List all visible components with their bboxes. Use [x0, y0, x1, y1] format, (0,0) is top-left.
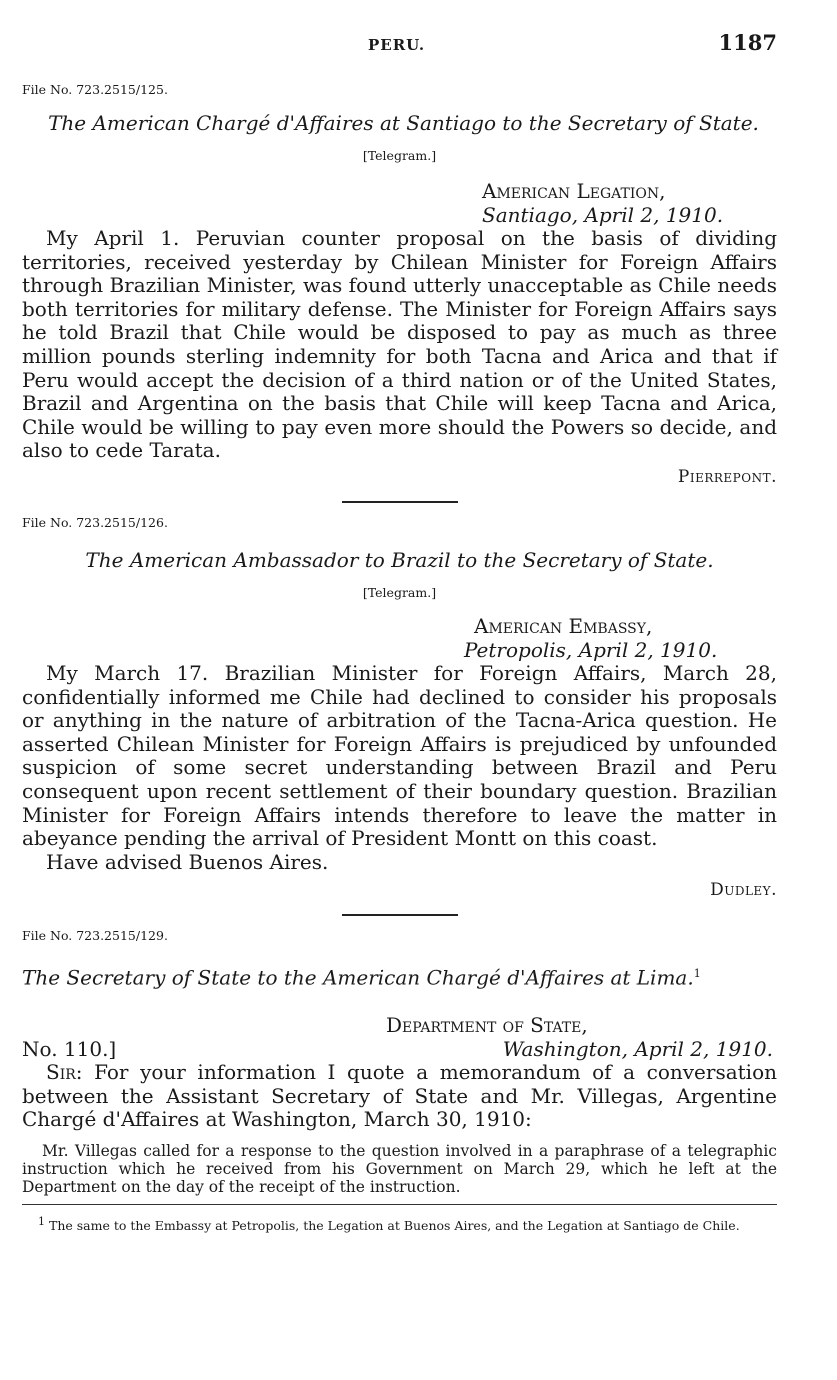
file-number: File No. 723.2515/129.	[22, 928, 168, 944]
sender-office: American Embassy,	[474, 613, 653, 638]
section-divider	[342, 501, 458, 503]
document-section-2	[22, 515, 777, 916]
telegram-label: [Telegram.]	[362, 584, 437, 600]
body-text: My April 1. Peruvian counter proposal on the basis of dividing territories, received yesterday by Chilean Minister for Foreign Affairs through Brazilian Minister, was found utterly unacceptable as Chile needs both territories for military defense. The Minister for Foreign Affairs says he told Brazil that Chile would be disposed to pay as much as three million pounds sterling indemnity for both Tacna and Arica and that if Peru would accept the decision of a third nation or of the United States, Brazil and Argentina on the basis that Chile will keep Tacna and Arica, Chile would be willing to pay even more should the Powers so decide, and also to cede Tarata.	[22, 226, 777, 463]
heading-text: The Secretary of State to the American Chargé d'Affaires at Lima.	[22, 965, 694, 990]
file-number: File No. 723.2515/125.	[22, 82, 168, 97]
salutation: Sir:	[46, 1059, 83, 1084]
body-text: My March 17. Brazilian Minister for Foreign Affairs, March 28, confidentially informed me Chile had declined to consider his proposals or anything in the nature of arbitration of the Tacna-Arica question. He asserted Chilean Minister for Foreign Affairs is prejudiced by unfounded suspicion of some secret understanding between Brazil and Peru consequent upon recent settlement of their boundary question. Brazilian Minister for Foreign Affairs intends therefore to leave the matter in abeyance pending the arrival of President Montt on this coast.	[22, 660, 777, 851]
body-text-2: Have advised Buenos Aires.	[46, 849, 329, 874]
footnote-reference: 1	[693, 967, 701, 981]
sender-address	[22, 1013, 777, 1061]
document-section-3	[22, 928, 777, 1195]
document-section-1	[22, 82, 777, 503]
document-heading	[22, 961, 777, 991]
place-date: Washington, April 2, 1910.	[502, 1036, 773, 1061]
footnote-text: The same to the Embassy at Petropolis, the Legation at Buenos Aires, and the Legation at Santiago de Chile.	[48, 1217, 740, 1233]
document-page	[22, 30, 777, 1233]
page-number: 1187	[718, 30, 777, 55]
document-heading: The American Chargé d'Affaires at Santiago to the Secretary of State.	[48, 111, 759, 135]
sender-office: Department of State,	[386, 1012, 588, 1037]
place-date: Petropolis, April 2, 1910.	[464, 637, 718, 662]
sender-office: American Legation,	[482, 179, 666, 203]
file-number: File No. 723.2515/126.	[22, 514, 168, 530]
place-date: Santiago, April 2, 1910.	[482, 203, 724, 227]
despatch-number: No. 110.]	[22, 1036, 117, 1061]
footnote-divider	[22, 1204, 777, 1205]
signature: Pierrepont.	[677, 466, 777, 487]
signature: Dudley.	[710, 880, 777, 901]
sender-address	[482, 179, 777, 227]
running-title: PERU.	[368, 36, 426, 54]
running-header	[22, 30, 777, 60]
body-text	[22, 1061, 777, 1132]
body-content: For your information I quote a memorandum of a conversation between the Assistant Secretary of State and Mr. Villegas, Argentine Chargé d'Affaires at Washington, March 30, 1910:	[22, 1059, 777, 1132]
footnote	[22, 1215, 777, 1233]
memorandum-text: Mr. Villegas called for a response to the question involved in a paraphrase of a telegraphic instruction which he received from his Government on March 29, which he left at the Department on the day of the receipt of the instruction.	[22, 1141, 777, 1196]
section-divider	[342, 914, 458, 916]
sender-address	[464, 614, 777, 662]
document-heading: The American Ambassador to Brazil to the Secretary of State.	[85, 547, 714, 572]
telegram-label: [Telegram.]	[362, 148, 437, 163]
footnote-mark: 1	[38, 1214, 45, 1228]
